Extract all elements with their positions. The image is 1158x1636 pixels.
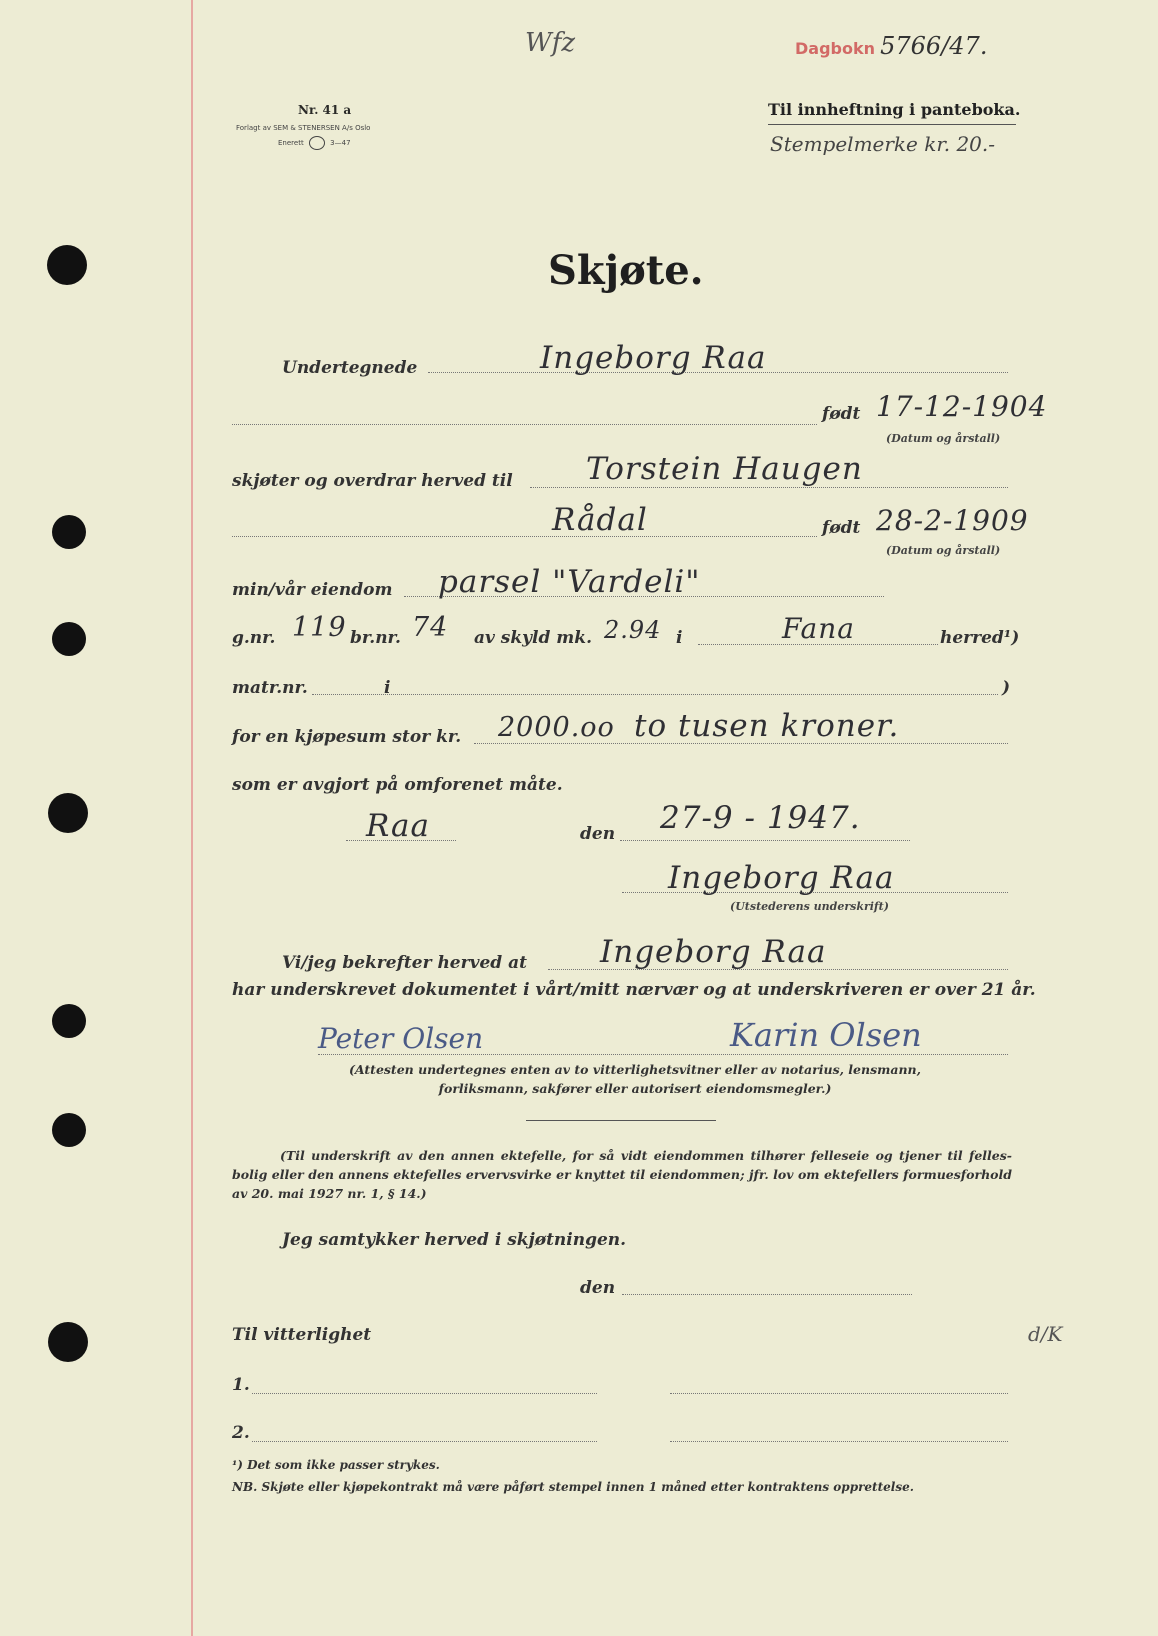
matr-i: i: [384, 678, 391, 698]
footnote-1: ¹) Det som ikke passer strykes.: [232, 1458, 440, 1472]
matr-label: matr.nr.: [232, 678, 308, 698]
place-value: Raa: [366, 808, 431, 844]
witness-signature-1: Peter Olsen: [318, 1022, 484, 1055]
matr-close: ): [1002, 678, 1011, 698]
right-title: Til innheftning i panteboka.: [768, 100, 1021, 119]
price-label: for en kjøpesum stor kr.: [232, 727, 462, 747]
transfer-born-date: 28-2-1909: [876, 504, 1029, 537]
initials: Wfz: [525, 28, 576, 58]
publisher-line: Forlagt av SEM & STENERSEN A/s Oslo: [236, 124, 371, 132]
divider: [526, 1120, 716, 1121]
date-line: [620, 840, 910, 841]
price-amount: 2000.oo: [498, 712, 615, 743]
transfer-label: skjøter og overdrar herved til: [232, 471, 513, 491]
brnr-label: br.nr.: [350, 628, 401, 648]
witness-signature-2: Karin Olsen: [730, 1016, 922, 1054]
stamp-note: Stempelmerke kr. 20.-: [770, 132, 996, 156]
punch-hole: [48, 793, 88, 833]
signature-value: Ingeborg Raa: [668, 860, 895, 896]
witness-label: Vi/jeg bekrefter herved at: [282, 953, 527, 973]
skyld-value: 2.94: [604, 616, 662, 644]
page-title: Skjøte.: [548, 247, 704, 294]
matr-line: [312, 694, 998, 695]
transfer-line: [530, 487, 1008, 488]
gnr-value: 119: [292, 612, 347, 643]
witness-2-line-a: [252, 1441, 597, 1442]
transfer-name: Torstein Haugen: [586, 451, 863, 487]
gnr-label: g.nr.: [232, 628, 276, 648]
settled-text: som er avgjort på omforenet måte.: [232, 775, 563, 795]
vitterlighet-label: Til vitterlighet: [232, 1325, 372, 1345]
publisher-date: 3—47: [330, 139, 351, 147]
den-label: den: [580, 824, 616, 844]
vitterlighet-mark: d/K: [1028, 1322, 1063, 1346]
punch-hole: [47, 245, 87, 285]
date-hint: (Datum og årstall): [886, 432, 1001, 445]
publisher-enerett: [278, 136, 351, 150]
undertegnede-name: Ingeborg Raa: [540, 340, 767, 376]
punch-hole: [48, 1322, 88, 1362]
footnote-2: NB. Skjøte eller kjøpekontrakt må være påført stempel innen 1 måned etter kontraktens opprettelse.: [232, 1480, 914, 1494]
witness-2-number: 2.: [232, 1423, 250, 1443]
herred-label: herred¹): [940, 628, 1020, 648]
i-label: i: [676, 628, 683, 648]
undertegnede-line2: [232, 424, 817, 425]
dagbok-number: 5766/47.: [880, 32, 988, 60]
form-number: Nr. 41 a: [298, 103, 352, 117]
margin-line: [191, 0, 193, 1636]
dagbok-stamp-label: Dagbokn: [795, 39, 876, 58]
publisher-enerett-label: Enerett: [278, 139, 304, 147]
transfer-date-hint: (Datum og årstall): [886, 544, 1001, 557]
transfer-line2: [232, 536, 817, 537]
punch-hole: [52, 515, 86, 549]
witness-note: (Attesten undertegnes enten av to vitterlighetsvitner eller av notarius, lensmann, forliksmann, sakfører eller autorisert eiendomsmegler.): [349, 1062, 921, 1096]
spouse-note: (Til underskrift av den annen ektefelle, for så vidt eiendommen tilhører felleseie og tjener til felles-bolig eller den annens ektefelles ervervsvirke er knyttet til eiendommen; jfr. lov om ektefellers formuesforhold av 20. mai 1927 nr. 1, § 14.): [232, 1148, 1012, 1201]
punch-hole: [52, 1004, 86, 1038]
consent-place-line: [232, 1294, 342, 1295]
witness-1-line-b: [670, 1393, 1008, 1394]
consent-den-label: den: [580, 1278, 616, 1298]
signature-caption: (Utstederens underskrift): [730, 900, 889, 913]
right-title-underline: [768, 124, 1016, 125]
born-label: født: [822, 404, 861, 424]
witness-sig-line: [318, 1054, 1008, 1055]
born-date: 17-12-1904: [876, 390, 1048, 423]
consent-date-line: [622, 1294, 912, 1295]
date-value: 27-9 - 1947.: [660, 800, 861, 836]
skyld-label: av skyld mk.: [474, 628, 592, 648]
witness-line2: har underskrevet dokumentet i vårt/mitt nærvær og at underskriveren er over 21 år.: [232, 980, 1036, 1000]
witness-1-number: 1.: [232, 1375, 250, 1395]
herred-value: Fana: [782, 612, 855, 645]
punch-hole: [52, 1113, 86, 1147]
witness-name: Ingeborg Raa: [600, 934, 827, 970]
property-label: min/vår eiendom: [232, 580, 393, 600]
transfer-born-label: født: [822, 518, 861, 538]
publisher-logo: [309, 136, 325, 150]
witness-2-line-b: [670, 1441, 1008, 1442]
price-words: to tusen kroner.: [634, 708, 900, 744]
witness-1-line-a: [252, 1393, 597, 1394]
brnr-value: 74: [412, 612, 449, 643]
dagbok-stamp: [795, 32, 987, 60]
undertegnede-label: Undertegnede: [282, 358, 418, 378]
punch-hole: [52, 622, 86, 656]
transfer-place: Rådal: [552, 502, 648, 538]
property-value: parsel "Vardeli": [438, 564, 701, 600]
consent-text: Jeg samtykker herved i skjøtningen.: [282, 1230, 627, 1250]
